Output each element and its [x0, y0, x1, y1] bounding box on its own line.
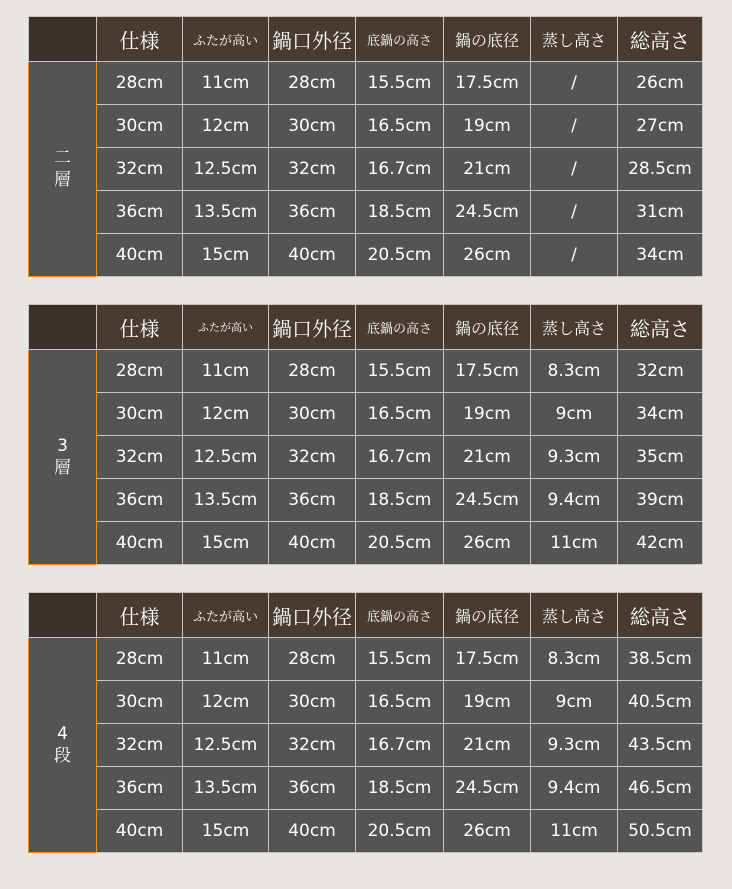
cell: 24.5cm	[444, 479, 531, 522]
cell: 19cm	[444, 681, 531, 724]
cell: /	[531, 62, 618, 105]
table-row	[29, 350, 703, 393]
cell: 18.5cm	[356, 479, 444, 522]
col-header-base-pot-height: 底鍋の高さ	[356, 305, 444, 350]
cell: 12.5cm	[183, 148, 269, 191]
cell: 16.5cm	[356, 681, 444, 724]
table-row	[29, 62, 703, 105]
cell: 11cm	[183, 350, 269, 393]
cell: 16.7cm	[356, 724, 444, 767]
col-header-pot-base-diameter: 鍋の底径	[444, 593, 531, 638]
cell: 28cm	[269, 638, 356, 681]
cell: 20.5cm	[356, 234, 444, 277]
corner-cell	[29, 593, 97, 638]
corner-cell	[29, 305, 97, 350]
cell: 40.5cm	[618, 681, 703, 724]
cell: 15cm	[183, 522, 269, 565]
spec-table-3-tier	[28, 304, 703, 565]
cell: 12cm	[183, 105, 269, 148]
cell: 32cm	[269, 148, 356, 191]
cell: 9.3cm	[531, 436, 618, 479]
table-row	[29, 810, 703, 853]
tier-label: 3 層	[54, 435, 71, 478]
header-row	[29, 305, 703, 350]
cell: 30cm	[269, 681, 356, 724]
cell: 9cm	[531, 681, 618, 724]
cell: 17.5cm	[444, 350, 531, 393]
cell: 26cm	[618, 62, 703, 105]
col-header-pot-base-diameter: 鍋の底径	[444, 17, 531, 62]
header-row	[29, 593, 703, 638]
cell: 31cm	[618, 191, 703, 234]
cell: 16.5cm	[356, 105, 444, 148]
table-row	[29, 724, 703, 767]
tier-label-cell	[29, 350, 97, 565]
cell: 11cm	[183, 638, 269, 681]
cell: 16.7cm	[356, 148, 444, 191]
cell: 9cm	[531, 393, 618, 436]
cell: 30cm	[97, 393, 183, 436]
cell: 36cm	[97, 191, 183, 234]
spec-table-4-tier	[28, 592, 703, 853]
col-header-lid-height: ふたが高い	[183, 17, 269, 62]
cell: 38.5cm	[618, 638, 703, 681]
tier-label: 4 段	[54, 723, 71, 766]
tier-label-cell	[29, 638, 97, 853]
cell: 26cm	[444, 810, 531, 853]
cell: 19cm	[444, 393, 531, 436]
cell: 28cm	[97, 638, 183, 681]
cell: 15.5cm	[356, 350, 444, 393]
cell: 8.3cm	[531, 638, 618, 681]
cell: 18.5cm	[356, 767, 444, 810]
col-header-pot-base-diameter: 鍋の底径	[444, 305, 531, 350]
cell: 32cm	[97, 148, 183, 191]
col-header-lid-height: ふたが高い	[183, 305, 269, 350]
table-row	[29, 105, 703, 148]
cell: 15.5cm	[356, 638, 444, 681]
cell: 32cm	[269, 436, 356, 479]
cell: 40cm	[269, 522, 356, 565]
cell: 40cm	[97, 234, 183, 277]
cell: 36cm	[97, 767, 183, 810]
cell: 36cm	[269, 479, 356, 522]
cell: 34cm	[618, 234, 703, 277]
cell: 18.5cm	[356, 191, 444, 234]
col-header-rim-diameter: 鍋口外径	[269, 305, 356, 350]
cell: 40cm	[269, 234, 356, 277]
col-header-steamer-height: 蒸し高さ	[531, 17, 618, 62]
col-header-base-pot-height: 底鍋の高さ	[356, 17, 444, 62]
cell: 15cm	[183, 810, 269, 853]
col-header-spec: 仕様	[97, 17, 183, 62]
cell: 16.5cm	[356, 393, 444, 436]
table-row	[29, 522, 703, 565]
cell: 40cm	[97, 810, 183, 853]
cell: 36cm	[269, 191, 356, 234]
table-row	[29, 479, 703, 522]
cell: 20.5cm	[356, 810, 444, 853]
cell: 32cm	[618, 350, 703, 393]
table-row	[29, 191, 703, 234]
table-row	[29, 638, 703, 681]
header-row	[29, 17, 703, 62]
cell: 16.7cm	[356, 436, 444, 479]
cell: 30cm	[97, 105, 183, 148]
table-row	[29, 393, 703, 436]
cell: 40cm	[97, 522, 183, 565]
cell: 13.5cm	[183, 191, 269, 234]
cell: 26cm	[444, 234, 531, 277]
cell: /	[531, 191, 618, 234]
cell: 43.5cm	[618, 724, 703, 767]
cell: 21cm	[444, 436, 531, 479]
spec-table-2-tier	[28, 16, 703, 277]
table-row	[29, 767, 703, 810]
cell: 24.5cm	[444, 767, 531, 810]
cell: 19cm	[444, 105, 531, 148]
table-row	[29, 234, 703, 277]
cell: 21cm	[444, 148, 531, 191]
cell: 27cm	[618, 105, 703, 148]
col-header-steamer-height: 蒸し高さ	[531, 305, 618, 350]
cell: 28cm	[97, 62, 183, 105]
cell: 26cm	[444, 522, 531, 565]
cell: 11cm	[531, 810, 618, 853]
cell: 28cm	[97, 350, 183, 393]
table-row	[29, 681, 703, 724]
cell: 46.5cm	[618, 767, 703, 810]
col-header-total-height: 総高さ	[618, 17, 703, 62]
cell: 13.5cm	[183, 479, 269, 522]
cell: 13.5cm	[183, 767, 269, 810]
cell: 40cm	[269, 810, 356, 853]
cell: 24.5cm	[444, 191, 531, 234]
cell: 30cm	[269, 393, 356, 436]
cell: 20.5cm	[356, 522, 444, 565]
corner-cell	[29, 17, 97, 62]
cell: 32cm	[269, 724, 356, 767]
cell: 8.3cm	[531, 350, 618, 393]
cell: 34cm	[618, 393, 703, 436]
col-header-steamer-height: 蒸し高さ	[531, 593, 618, 638]
cell: 11cm	[183, 62, 269, 105]
cell: 12cm	[183, 393, 269, 436]
cell: 17.5cm	[444, 62, 531, 105]
tier-label-cell	[29, 62, 97, 277]
col-header-lid-height: ふたが高い	[183, 593, 269, 638]
cell: /	[531, 234, 618, 277]
cell: 21cm	[444, 724, 531, 767]
cell: 15.5cm	[356, 62, 444, 105]
cell: 28cm	[269, 350, 356, 393]
cell: 28.5cm	[618, 148, 703, 191]
col-header-total-height: 総高さ	[618, 593, 703, 638]
cell: 15cm	[183, 234, 269, 277]
cell: 39cm	[618, 479, 703, 522]
col-header-base-pot-height: 底鍋の高さ	[356, 593, 444, 638]
cell: 9.4cm	[531, 767, 618, 810]
cell: 9.3cm	[531, 724, 618, 767]
col-header-rim-diameter: 鍋口外径	[269, 17, 356, 62]
cell: 12.5cm	[183, 436, 269, 479]
col-header-rim-diameter: 鍋口外径	[269, 593, 356, 638]
cell: 32cm	[97, 436, 183, 479]
cell: 17.5cm	[444, 638, 531, 681]
cell: 30cm	[97, 681, 183, 724]
cell: 36cm	[97, 479, 183, 522]
cell: 12.5cm	[183, 724, 269, 767]
col-header-spec: 仕様	[97, 593, 183, 638]
cell: 30cm	[269, 105, 356, 148]
cell: 35cm	[618, 436, 703, 479]
cell: 32cm	[97, 724, 183, 767]
table-row	[29, 436, 703, 479]
tier-label: 二 層	[54, 147, 71, 190]
table-row	[29, 148, 703, 191]
cell: /	[531, 148, 618, 191]
col-header-total-height: 総高さ	[618, 305, 703, 350]
cell: 36cm	[269, 767, 356, 810]
cell: 11cm	[531, 522, 618, 565]
cell: 50.5cm	[618, 810, 703, 853]
cell: 28cm	[269, 62, 356, 105]
cell: 42cm	[618, 522, 703, 565]
cell: 12cm	[183, 681, 269, 724]
cell: 9.4cm	[531, 479, 618, 522]
col-header-spec: 仕様	[97, 305, 183, 350]
cell: /	[531, 105, 618, 148]
